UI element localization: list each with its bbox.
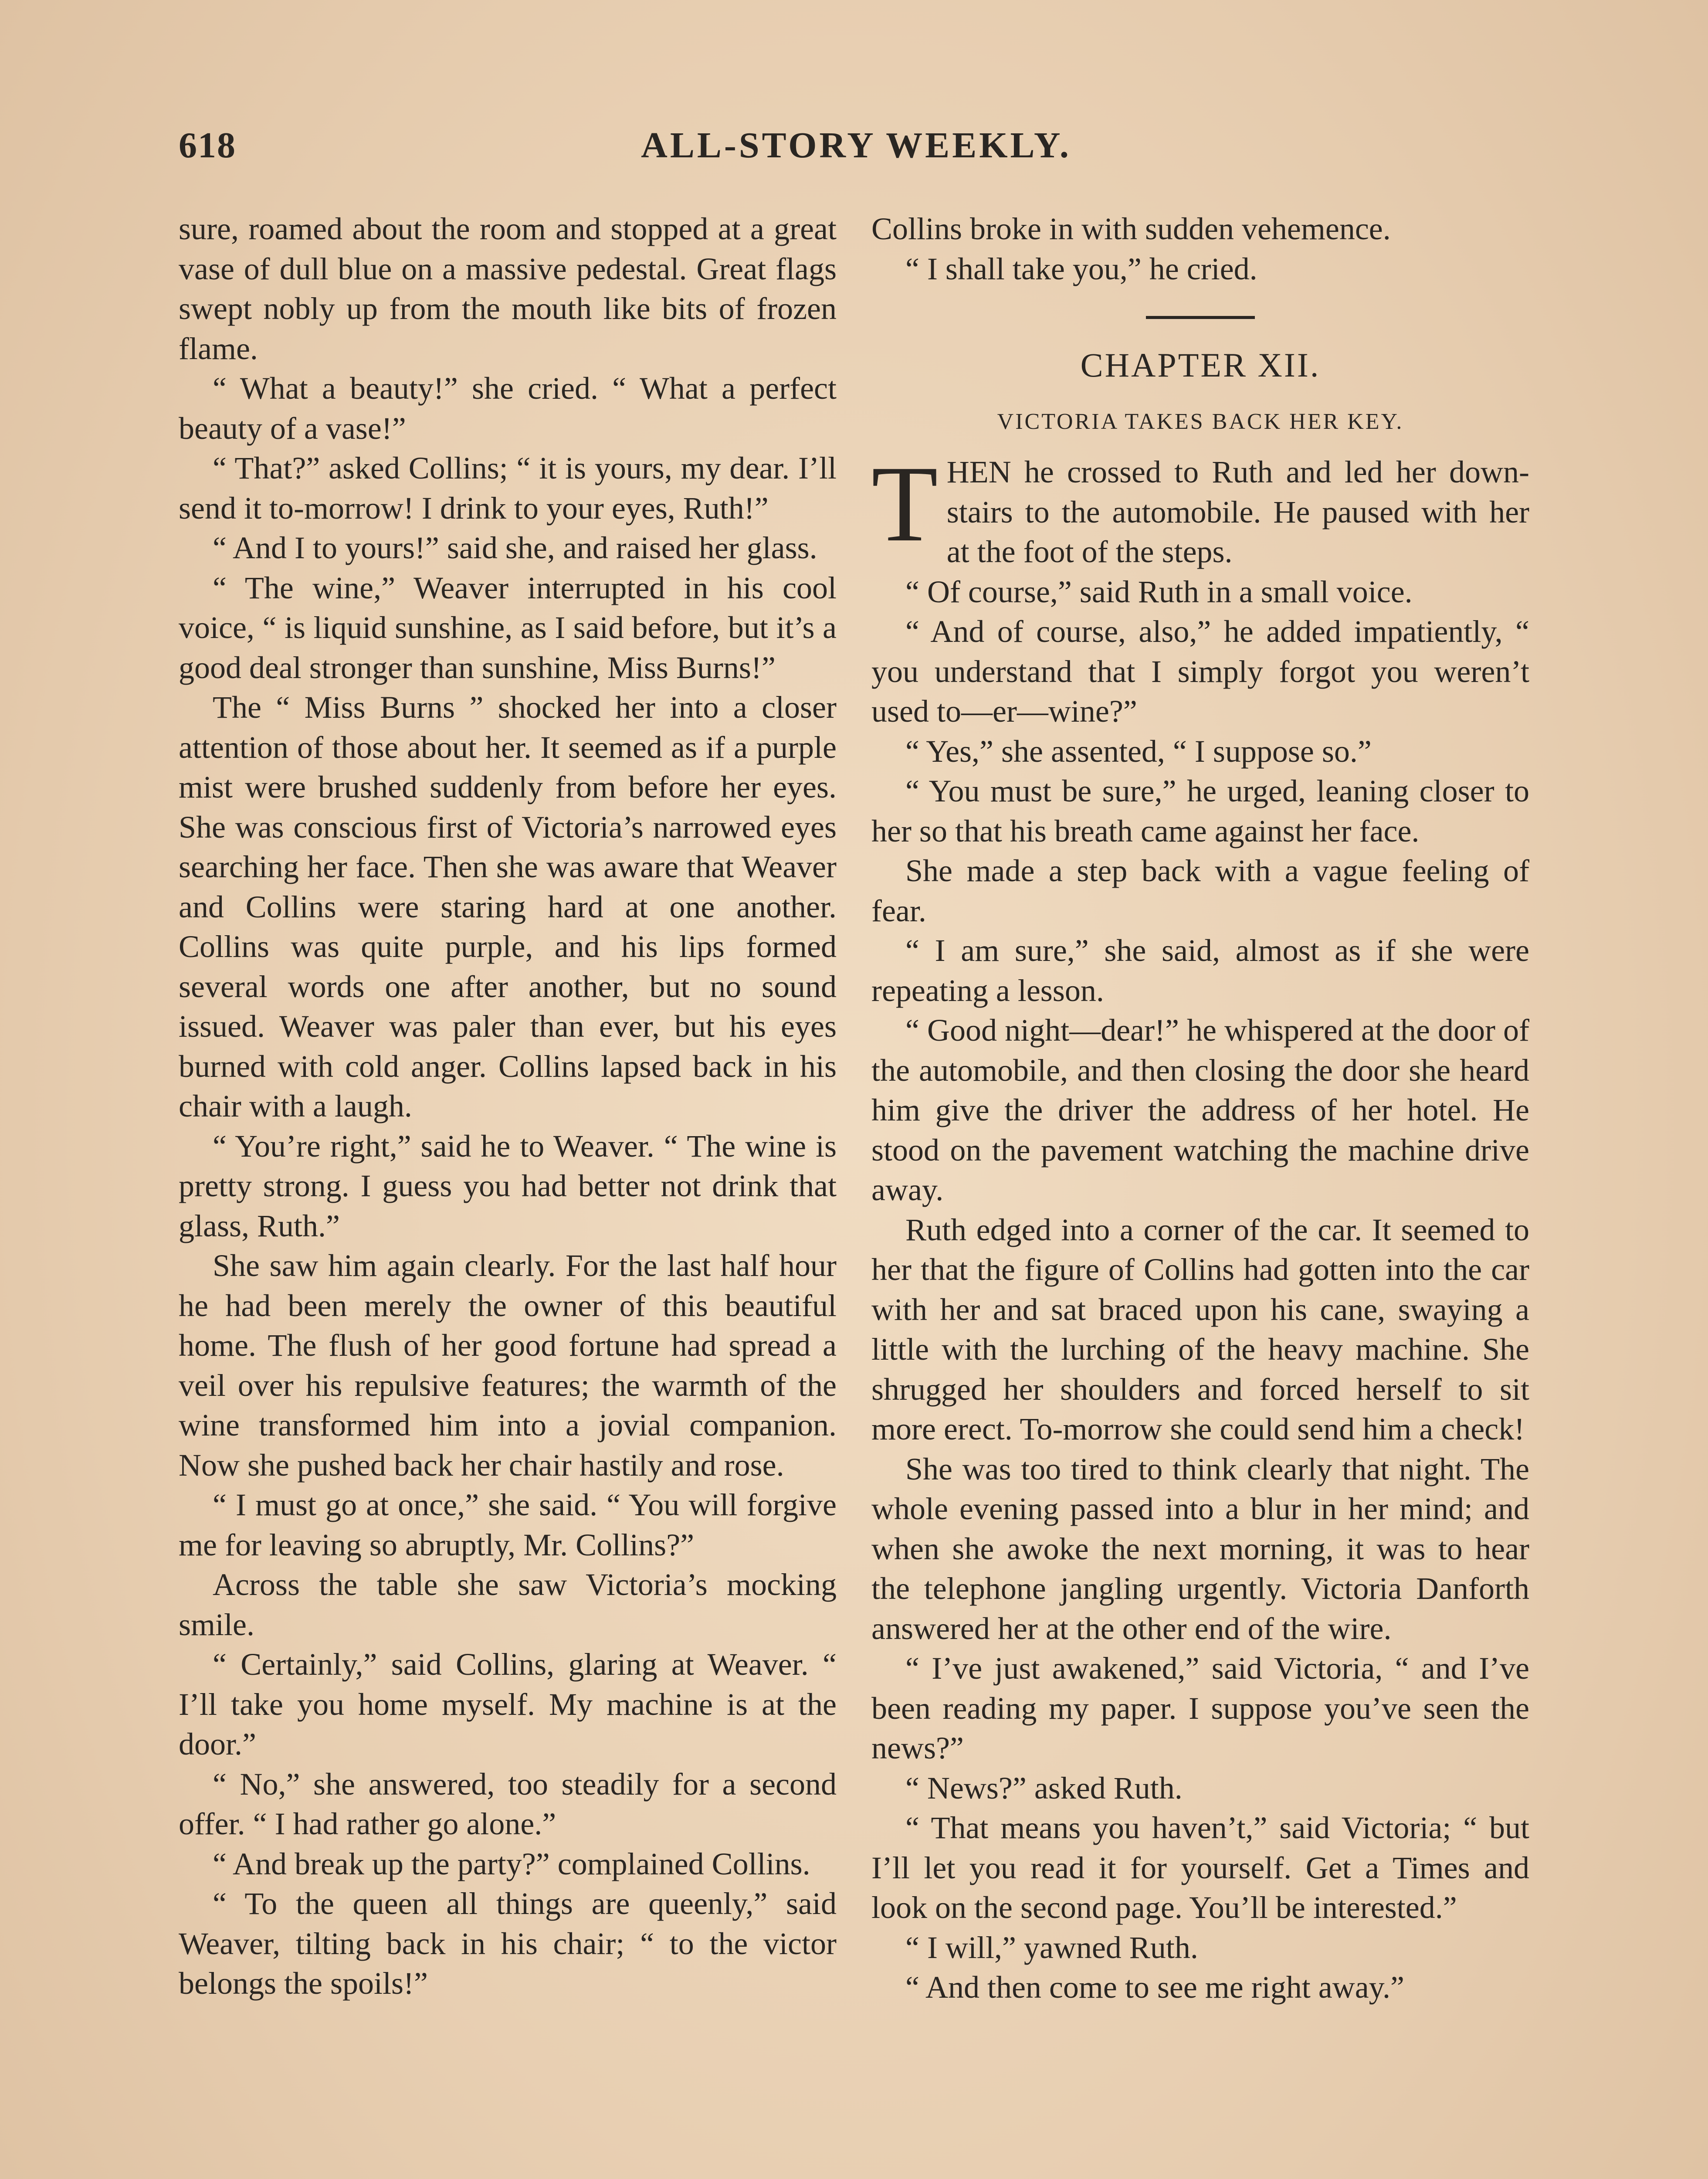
paragraph: “ Of course,” said Ruth in a small voice. xyxy=(905,574,1413,609)
paragraph: “ To the queen all things are queenly,” said Weaver, tilting back in his chair; “ to the victor belongs the spoils!” xyxy=(179,1886,837,2001)
paragraph: “ News?” asked Ruth. xyxy=(905,1770,1183,1806)
page-header xyxy=(179,124,1534,176)
running-title: ALL-STORY WEEKLY. xyxy=(641,125,1071,166)
paragraph: The “ Miss Burns ” shocked her into a closer attention of those about her. It seemed as if a purple mist were brushed suddenly from before her eyes. She was conscious first of Victoria’s narrowed eyes searching her face. Then she was aware that Weaver and Collins were staring hard at one another. Collins was quite purple, and his lips formed several words one after another, but no sound issued. Weaver was paler than ever, but his eyes burned with cold anger. Collins lapsed back in his chair with a laugh. xyxy=(179,690,837,1123)
page-number: 618 xyxy=(179,125,236,166)
paragraph: “ Good night—dear!” he whispered at the door of the automobile, and then closing the door she heard him give the driver the address of her hotel. He stood on the pavement watching the machine drive away. xyxy=(871,1013,1529,1207)
paragraph: “ That means you haven’t,” said Victoria; “ but I’ll let you read it for yourself. Get a Times and look on the second page. You’ll be interested.” xyxy=(871,1810,1529,1925)
chapter-subtitle: VICTORIA TAKES BACK HER KEY. xyxy=(997,409,1404,434)
paragraph: “ The wine,” Weaver interrupted in his cool voice, “ is liquid sunshine, as I said before, but it’s a good deal stronger than sunshine, Miss Burns!” xyxy=(179,570,837,685)
right-paragraphs xyxy=(871,572,1529,2008)
paragraph: Across the table she saw Victoria’s mocking smile. xyxy=(179,1567,837,1642)
paragraph: “ I shall take you,” he cried. xyxy=(905,251,1257,286)
paragraph: She was too tired to think clearly that night. The whole evening passed into a blur in her mind; and when she awoke the next morning, it was to hear the telephone jangling urgently. Victoria Danforth answered her at the other end of the wire. xyxy=(871,1451,1529,1646)
paragraph: “ I’ve just awakened,” said Victoria, “ and I’ve been reading my paper. I suppose you’ve seen the news?” xyxy=(871,1651,1529,1765)
paragraph: “ No,” she answered, too steadily for a second offer. “ I had rather go alone.” xyxy=(179,1766,837,1841)
paragraph: She made a step back with a vague feeling of fear. xyxy=(871,853,1529,928)
drop-cap: T xyxy=(871,444,938,564)
paragraph: “ What a beauty!” she cried. “ What a perfect beauty of a vase!” xyxy=(179,371,837,446)
paragraph: “ I am sure,” she said, almost as if she were repeating a lesson. xyxy=(871,933,1529,1008)
right-top-paragraphs xyxy=(871,209,1529,289)
paragraph: “ You must be sure,” he urged, leaning closer to her so that his breath came against her face. xyxy=(871,774,1529,849)
paragraph: “ You’re right,” said he to Weaver. “ The wine is pretty strong. I guess you had better not drink that glass, Ruth.” xyxy=(179,1128,837,1243)
paragraph: sure, roamed about the room and stopped at a great vase of dull blue on a massive pedestal. Great flags swept nobly up from the mouth like bits of frozen flame. xyxy=(179,211,837,366)
paragraph: “ I must go at once,” she said. “ You will forgive me for leaving so abruptly, Mr. Collins?” xyxy=(179,1487,837,1562)
paragraph: “ And then come to see me right away.” xyxy=(905,1970,1404,2005)
right-column xyxy=(871,209,1529,2008)
paragraph: “ That?” asked Collins; “ it is yours, my dear. I’ll send it to-morrow! I drink to your eyes, Ruth!” xyxy=(179,451,837,526)
left-column xyxy=(179,209,837,2004)
opening-paragraph-text: HEN he crossed to Ruth and led her down-stairs to the automobile. He paused with her at the foot of the steps. xyxy=(946,455,1529,569)
paragraph: She saw him again clearly. For the last half hour he had been merely the owner of this beautiful home. The flush of her good fortune had spread a veil over his repulsive features; the warmth of the wine transformed him into a jovial companion. Now she pushed back her chair hastily and rose. xyxy=(179,1248,837,1483)
paragraph: “ And break up the party?” complained Collins. xyxy=(213,1846,810,1881)
paragraph: “ I will,” yawned Ruth. xyxy=(905,1930,1198,1965)
chapter-title: CHAPTER XII. xyxy=(1080,346,1321,384)
left-paragraphs xyxy=(179,209,837,2004)
paragraph: “ Yes,” she assented, “ I suppose so.” xyxy=(905,733,1372,769)
chapter-opening-paragraph xyxy=(871,444,1529,572)
paragraph: “ Certainly,” said Collins, glaring at Weaver. “ I’ll take you home myself. My machine is at the door.” xyxy=(179,1647,837,1762)
section-divider xyxy=(1146,316,1255,319)
paragraph: Ruth edged into a corner of the car. It seemed to her that the figure of Collins had gotten into the car with her and sat braced upon his cane, swaying a little with the lurching of the heavy machine. She shrugged her shoulders and forced herself to sit more erect. To-morrow she could send him a check! xyxy=(871,1212,1529,1446)
paragraph: “ And of course, also,” he added impatiently, “ you understand that I simply forgot you weren’t used to—er—wine?” xyxy=(871,614,1529,729)
paragraph: “ And I to yours!” said she, and raised her glass. xyxy=(213,530,817,565)
paragraph: Collins broke in with sudden vehemence. xyxy=(871,211,1391,246)
